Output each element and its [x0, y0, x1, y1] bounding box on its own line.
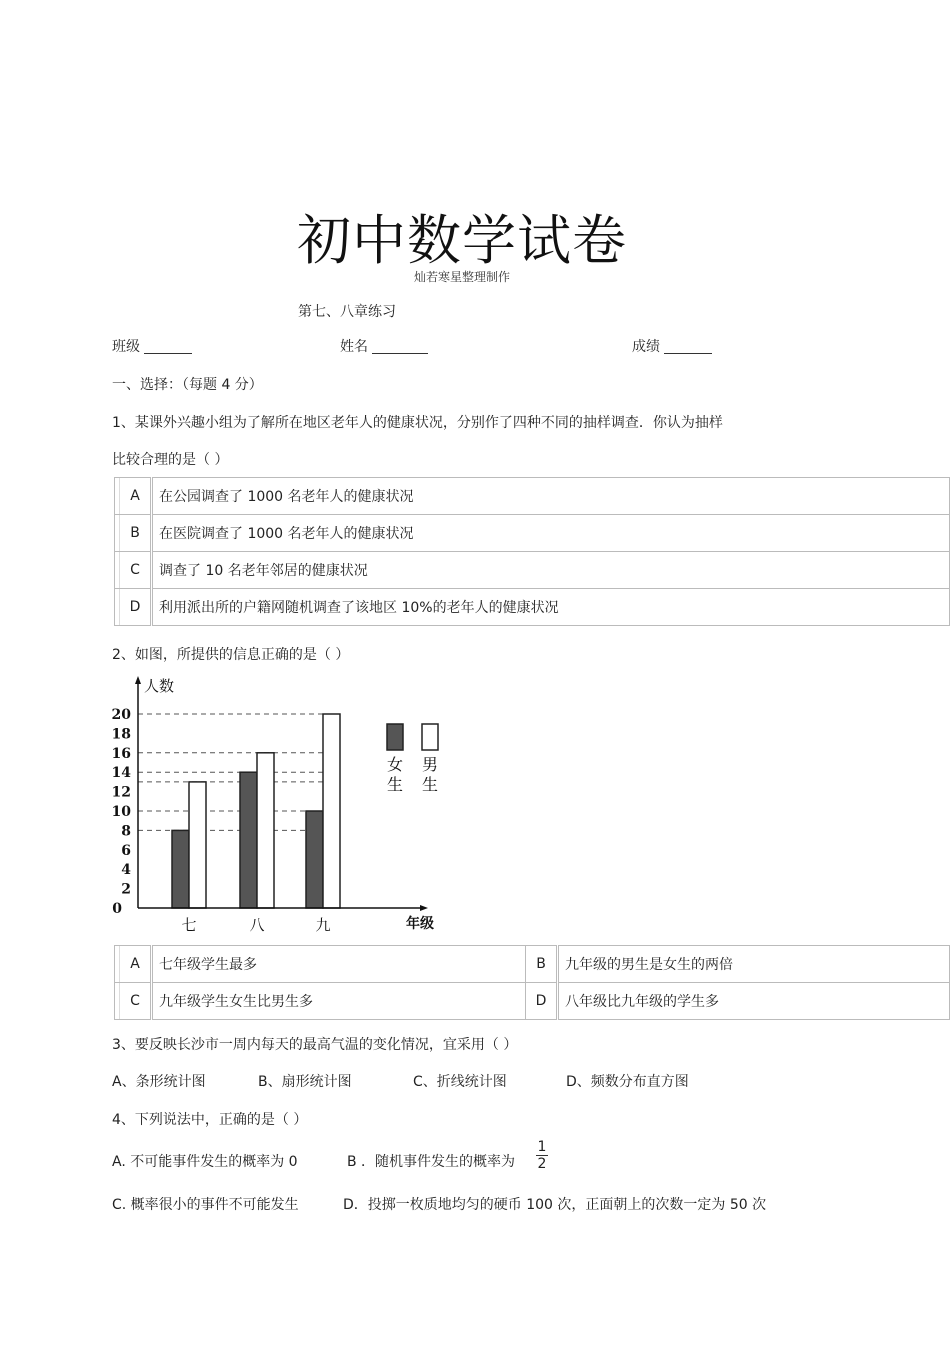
y-tick-label: 14 [111, 765, 131, 782]
x-axis-arrow [420, 905, 428, 911]
q2-option-a-text[interactable]: 七年级学生最多 [152, 946, 526, 983]
q3-option-d[interactable]: D、频数分布直方图 [566, 1074, 689, 1090]
option-text: 调查了 10 名老年邻居的健康状况 [152, 552, 950, 589]
bar-male [323, 714, 340, 908]
fraction-numerator: 1 [537, 1138, 547, 1155]
y-axis-title: 人数 [144, 677, 175, 695]
bar-female [240, 772, 257, 908]
bar-female [172, 830, 189, 908]
class-blank[interactable] [144, 339, 192, 354]
y-tick-label: 4 [121, 862, 131, 879]
q4-text: 4、下列说法中，正确的是（ ） [112, 1112, 308, 1128]
y-tick-label: 8 [121, 823, 131, 840]
page-subtitle: 灿若寒星整理制作 [413, 270, 510, 284]
q2-option-a-letter[interactable]: A [120, 946, 152, 983]
y-tick-label: 18 [111, 726, 131, 743]
y-tick-label: 10 [111, 804, 131, 820]
section-heading: 一、选择：（每题 4 分） [112, 377, 263, 393]
q2-option-b-letter[interactable]: B [526, 946, 558, 983]
q2-option-b-text[interactable]: 九年级的男生是女生的两倍 [558, 946, 950, 983]
q4-option-c[interactable]: C. 概率很小的事件不可能发生 [112, 1197, 299, 1213]
q2-option-d-letter[interactable]: D [526, 983, 558, 1020]
q1-option-b[interactable] [115, 515, 950, 552]
legend-male-label: 生 [421, 775, 439, 794]
q4-option-a[interactable]: A. 不可能事件发生的概率为 0 [112, 1154, 298, 1170]
score-label: 成绩 [632, 339, 660, 355]
y-tick-label: 16 [111, 745, 131, 762]
legend-male-swatch [422, 724, 438, 750]
x-tick-label: 七 [181, 916, 197, 934]
legend-female-swatch [387, 724, 403, 750]
option-text: 利用派出所的户籍网随机调查了该地区 10%的老年人的健康状况 [152, 589, 950, 626]
option-letter: A [120, 478, 152, 515]
y-tick-label: 6 [121, 842, 131, 859]
x-axis-title: 年级 [406, 916, 434, 932]
q3-option-b[interactable]: B、扇形统计图 [258, 1074, 352, 1090]
score-field [632, 336, 712, 356]
q1-option-d[interactable] [115, 589, 950, 626]
bar-male [189, 782, 206, 908]
q3-option-c[interactable]: C、折线统计图 [413, 1074, 507, 1090]
q4-option-b[interactable] [347, 1138, 548, 1172]
legend-female-label: 生 [386, 775, 404, 794]
class-label: 班级 [112, 339, 140, 355]
class-field [112, 336, 192, 356]
q2-text: 2、如图，所提供的信息正确的是（ ） [112, 647, 350, 663]
fraction-one-half [536, 1139, 549, 1172]
origin-label: 0 [112, 901, 122, 917]
q2-option-d-text[interactable]: 八年级比九年级的学生多 [558, 983, 950, 1020]
q3-text: 3、要反映长沙市一周内每天的最高气温的变化情况，宜采用（ ） [112, 1037, 518, 1053]
x-tick-label: 八 [249, 916, 265, 934]
q1-option-a[interactable] [115, 478, 950, 515]
option-letter: D [120, 589, 152, 626]
y-tick-label: 2 [121, 881, 131, 898]
q1-text-line1: 1、某课外兴趣小组为了解所在地区老年人的健康状况，分别作了四种不同的抽样调查．你认为抽样 [112, 415, 723, 431]
name-blank[interactable] [372, 339, 428, 354]
q4-option-d[interactable]: D．投掷一枚质地均匀的硬币 100 次，正面朝上的次数一定为 50 次 [343, 1197, 767, 1213]
name-field [340, 336, 428, 356]
q1-option-c[interactable] [115, 552, 950, 589]
y-tick-label: 12 [111, 784, 131, 801]
bar-male [257, 753, 274, 908]
x-tick-label: 九 [315, 916, 331, 934]
option-text: 在公园调查了 1000 名老年人的健康状况 [152, 478, 950, 515]
page-title: 初中数学试卷 [297, 209, 627, 272]
bar-female [306, 811, 323, 908]
q1-text-line2: 比较合理的是（ ） [112, 452, 229, 468]
y-axis-arrow [135, 676, 141, 684]
q3-option-a[interactable]: A、条形统计图 [112, 1074, 206, 1090]
y-tick-label: 20 [111, 707, 131, 723]
q2-options-table [114, 945, 950, 1020]
chapter-title: 第七、八章练习 [298, 304, 396, 320]
score-blank[interactable] [664, 339, 712, 354]
q1-options-table [114, 477, 950, 626]
legend-male-label: 男 [421, 755, 439, 774]
q2-bar-chart [100, 674, 460, 938]
name-label: 姓名 [340, 339, 368, 355]
legend-female-label: 女 [386, 755, 404, 774]
q2-option-c-text[interactable]: 九年级学生女生比男生多 [152, 983, 526, 1020]
q2-option-c-letter[interactable]: C [120, 983, 152, 1020]
fraction-denominator: 2 [537, 1155, 547, 1172]
q4-option-b-text: B ．随机事件发生的概率为 [347, 1154, 516, 1170]
option-text: 在医院调查了 1000 名老年人的健康状况 [152, 515, 950, 552]
option-letter: B [120, 515, 152, 552]
option-letter: C [120, 552, 152, 589]
